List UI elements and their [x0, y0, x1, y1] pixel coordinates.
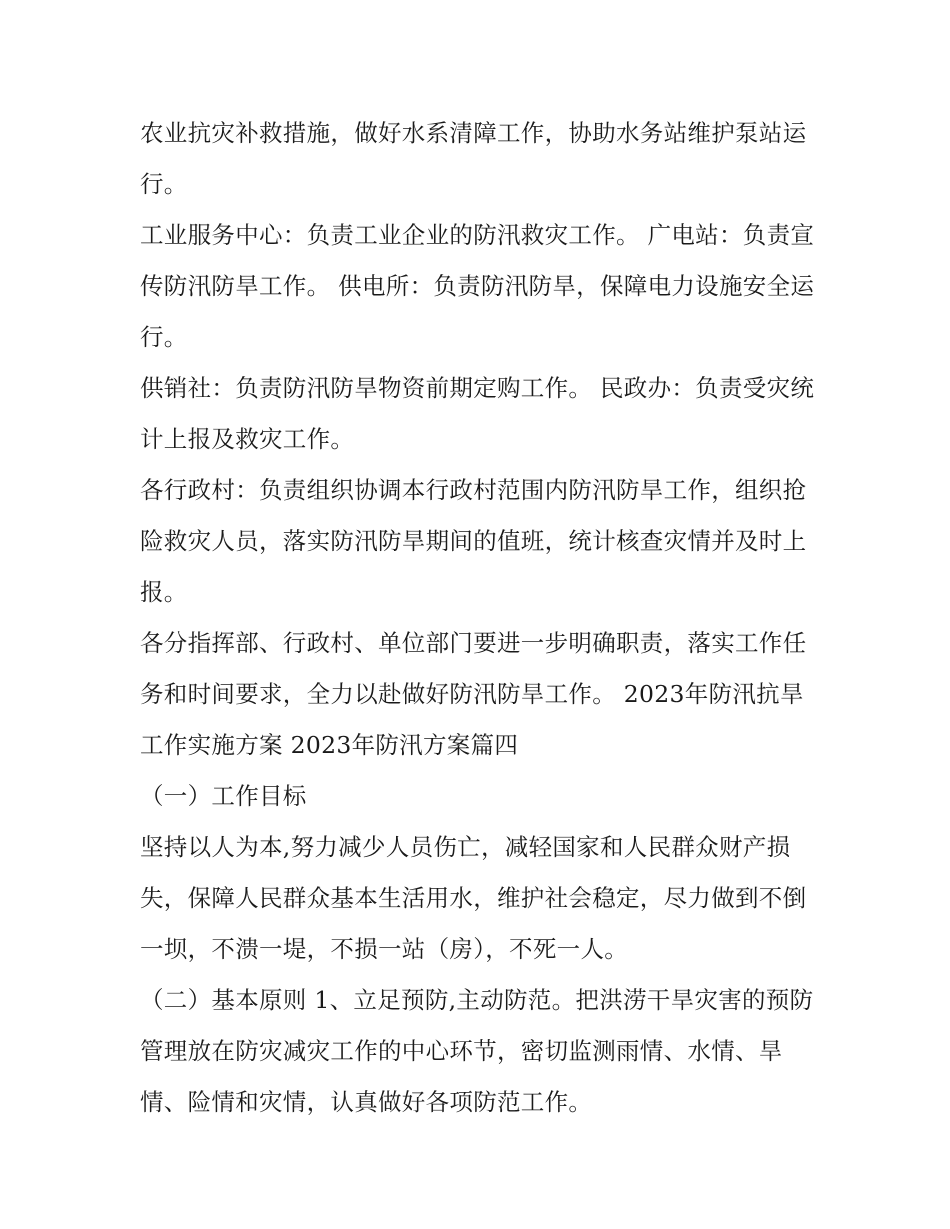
paragraph-responsibilities: 各分指挥部、行政村、单位部门要进一步明确职责，落实工作任务和时间要求，全力以赴做好防汛防旱工作。 2023年防汛抗旱工作实施方案 2023年防汛方案篇四	[140, 629, 807, 759]
paragraph-agriculture-measures: 农业抗灾补救措施，做好水系清障工作，协助水务站维护泵站运行。	[140, 119, 807, 198]
paragraph-goals: 坚持以人为本,努力减少人员伤亡，减轻国家和人民群众财产损失，保障人民群众基本生活用水，维护社会稳定，尽力做到不倒一坝，不溃一堤，不损一站（房），不死一人。	[140, 833, 807, 963]
paragraph-industry-broadcast-power: 工业服务中心：负责工业企业的防汛救灾工作。 广电站：负责宣传防汛防旱工作。 供电所：负责防汛防旱，保障电力设施安全运行。	[140, 221, 815, 351]
paragraph-supply-civil-affairs: 供销社：负责防汛防旱物资前期定购工作。 民政办：负责受灾统计上报及救灾工作。	[140, 374, 815, 453]
heading-work-goals: （一）工作目标	[140, 782, 307, 810]
paragraph-villages: 各行政村：负责组织协调本行政村范围内防汛防旱工作，组织抢险救灾人员，落实防汛防旱期间的值班，统计核查灾情并及时上报。	[140, 476, 807, 606]
document-body	[140, 108, 820, 1128]
paragraph-basic-principles: （二）基本原则 1、立足预防,主动防范。把洪涝干旱灾害的预防管理放在防灾减灾工作的中心环节，密切监测雨情、水情、旱情、险情和灾情，认真做好各项防范工作。	[140, 986, 814, 1116]
